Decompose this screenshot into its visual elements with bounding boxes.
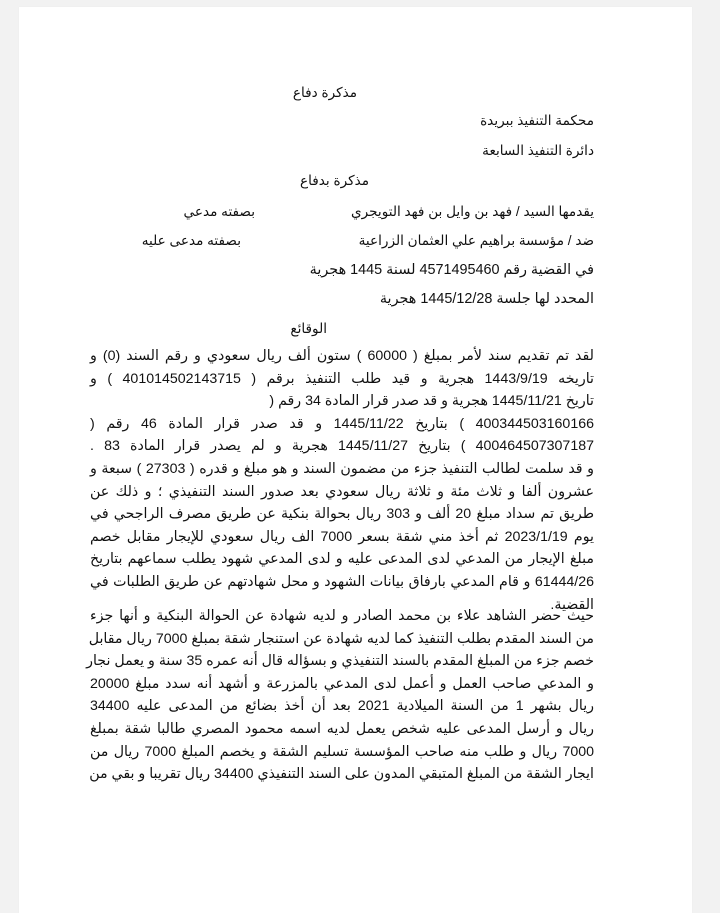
witness-line: من السند المقدم بطلب التنفيذ كما لديه شهادة عن استنجار شقة بمبلغ 7000 ريال مقابل bbox=[88, 630, 594, 647]
facts-heading: الوقائع bbox=[290, 321, 327, 336]
facts-paragraph bbox=[90, 345, 594, 616]
circuit-name: دائرة التنفيذ السابعة bbox=[482, 143, 594, 158]
top-title: مذكرة دفاع bbox=[292, 85, 357, 100]
memo-title: مذكرة بدفاع bbox=[300, 173, 369, 188]
witness-line: 7000 ريال و طلب منه صاحب المؤسسة تسليم الشقة و يخصم المبلغ 7000 ريال من bbox=[90, 743, 594, 760]
facts-line: عشرون ألفا و ثلاث مئة و ثلاثة ريال سعودي بعد صدور السند التنفيذي ؛ و ذلك عن bbox=[90, 483, 594, 500]
witness-line: خصم جزء من المبلغ المقدم بالسند التنفيذي و بسؤاله قال أنه عمره 35 سنة و يعمل نجار bbox=[86, 653, 594, 670]
facts-line: القضية. bbox=[550, 596, 594, 613]
plaintiff-label: يقدمها السيد / فهد بن وايل بن فهد التويجري bbox=[351, 204, 594, 219]
session-date-line: المحدد لها جلسة 1445/12/28 هجرية bbox=[379, 291, 594, 307]
witness-paragraph bbox=[86, 605, 594, 786]
facts-line: طريق تم سداد مبلغ 20 ألف و 303 ريال بحوالة بنكية عن طريق مصرف الراجحي في bbox=[90, 506, 594, 523]
witness-line: حيث حضر الشاهد علاء بن محمد الصادر و لديه شهادة عن الحوالة البنكية و أنها جزء bbox=[90, 608, 594, 624]
facts-line: و قد سلمت لطالب التنفيذ جزء من مضمون السند و هو مبلغ و قدره ( 27303 ) سبعة و bbox=[90, 460, 594, 477]
case-number-line: في القضية رقم 4571495460 لسنة 1445 هجرية bbox=[309, 262, 594, 278]
witness-line: ريال بشهر 1 من السنة الميلادية 2021 بعد أن أخذ بضائع من المدعى عليه 34400 bbox=[90, 698, 594, 715]
facts-line: 61444/26 و قام المدعي بارفاق بيانات الشهود و محل شهادتهم عن طريق الطلبات في bbox=[90, 573, 594, 590]
document-page bbox=[19, 7, 692, 913]
facts-line: مبلغ الإيجار من المدعي لدى المدعى عليه و لدى المدعي شهود يطلب سماعهم بتاريخ bbox=[90, 551, 594, 568]
defendant-role: بصفته مدعى عليه bbox=[141, 233, 241, 248]
facts-line: تاريخه 1443/9/19 هجرية و قيد طلب التنفيذ برقم ( 401014502143715 ) و bbox=[90, 370, 594, 387]
witness-line: ايجار الشقة من المبلغ المتبقي المدون على السند التنفيذي 34400 ريال تقريبا و بقي من bbox=[89, 766, 594, 783]
witness-line: و المدعي صاحب العمل و أعمل لدى المدعي بالمزرعة و أشهد أنه سدد مبلغ 20000 bbox=[90, 675, 594, 692]
plaintiff-role: بصفته مدعي bbox=[183, 204, 255, 219]
facts-line: يوم 2023/1/19 ثم أخذ مني شقة بسعر 7000 الف ريال سعودي للإيجار مقابل خصم bbox=[90, 528, 594, 545]
witness-line: ريال و أرسل المدعى عليه شخص يعمل لديه اسمه محمود المصري طالبا شقة بمبلغ bbox=[90, 720, 594, 737]
facts-line: 400464507307187 ) بتاريخ 1445/11/27 هجرية و لم يصدر قرار المادة 83 . bbox=[90, 438, 594, 455]
facts-line: 400344503160166 ) بتاريخ 1445/11/22 و قد صدر قرار المادة 46 رقم ( bbox=[90, 415, 594, 432]
defendant-label: ضد / مؤسسة براهيم علي العثمان الزراعية bbox=[358, 233, 594, 248]
facts-line: تاريخ 1445/11/21 هجرية و قد صدر قرار المادة 34 رقم ( bbox=[269, 393, 594, 410]
court-name: محكمة التنفيذ ببريدة bbox=[480, 113, 594, 128]
facts-line: لقد تم تقديم سند لأمر بمبلغ ( 60000 ) ستون ألف ريال سعودي و رقم السند (0) و bbox=[90, 348, 594, 364]
